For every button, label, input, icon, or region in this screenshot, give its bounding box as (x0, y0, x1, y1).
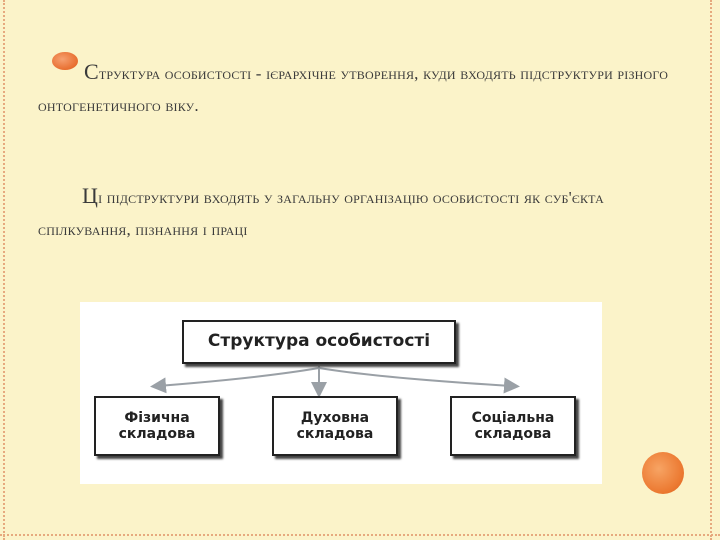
right-border-line (710, 0, 712, 540)
social-component-box (450, 396, 576, 456)
spiritual-component-box (272, 396, 398, 456)
connector-right (319, 368, 512, 386)
spiritual-component-line1: Духовна (300, 409, 370, 426)
paragraph-1-initial: С (84, 59, 99, 84)
social-component-line2: складова (474, 426, 552, 442)
decorative-circle-icon (642, 452, 684, 494)
physical-component-line2: складова (118, 426, 196, 442)
structure-diagram (80, 302, 602, 484)
paragraph-2-initial: Ц (82, 183, 99, 208)
personality-structure-box (182, 320, 456, 364)
social-component-line1: Соціальна (471, 409, 555, 426)
paragraph-2 (38, 180, 678, 246)
paragraph-1 (38, 56, 678, 122)
physical-component-box (94, 396, 220, 456)
physical-component-line1: Фізична (124, 409, 190, 426)
paragraph-1-text: труктура особистості - ієрархічне утворення, куди входять підструктури різного онтогенетичного віку. (38, 64, 669, 115)
left-border-line (3, 0, 5, 540)
personality-structure-label: Структура особистості (207, 331, 431, 352)
bottom-border-line (0, 534, 720, 536)
paragraph-2-text: і підструктури входять у загальну організацію особистості як суб'єкта спілкування, пізнання і праці (38, 188, 604, 239)
spiritual-component-line2: складова (296, 426, 374, 442)
connector-left (158, 368, 319, 386)
